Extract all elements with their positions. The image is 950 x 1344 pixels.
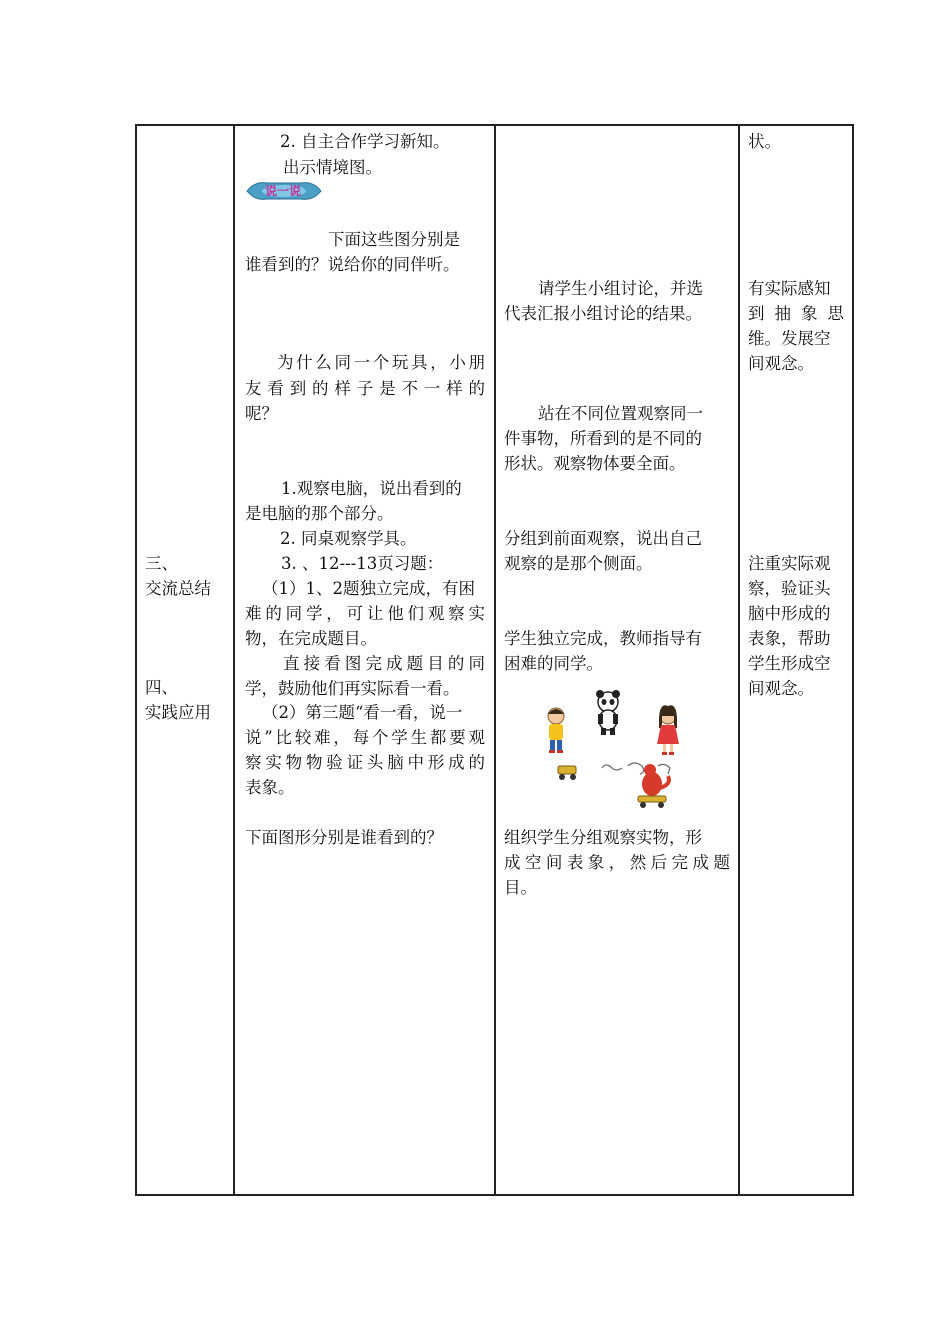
activity-line: 代表汇报小组讨论的结果。 [504, 304, 702, 323]
activity-line: 困难的同学。 [504, 654, 603, 673]
intent-line: 注重实际观 [748, 554, 831, 573]
intent-line: 学生形成空 [748, 654, 831, 673]
content-line: 2. 自主合作学习新知。 [280, 132, 450, 151]
content-line: 呢？ [245, 404, 278, 423]
content-line: 直接看图完成题目的同 [283, 654, 485, 673]
view-outlines [602, 763, 670, 774]
content-line: （2）第三题“看一看，说一 [262, 703, 463, 722]
intent-line: 到抽象思 [748, 304, 844, 323]
content-line: 物，在完成题目。 [245, 629, 377, 648]
activity-line: 学生独立完成，教师指导有 [504, 629, 702, 648]
intent-line: 察，验证头 [748, 579, 831, 598]
intent-line: 间观念。 [748, 679, 814, 698]
content-line: 出示情境图。 [283, 158, 382, 177]
column-divider [738, 124, 740, 1196]
panda-figure [596, 690, 620, 735]
content-line: 难的同学，可让他们观察实 [245, 604, 485, 623]
intent-line: 表象，帮助 [748, 629, 831, 648]
girl-figure [657, 705, 679, 755]
activity-line: 请学生小组讨论，并选 [538, 279, 703, 298]
content-line: 是电脑的那个部分。 [245, 504, 394, 523]
say-it-badge [245, 180, 323, 202]
content-line: 下面图形分别是谁看到的？ [245, 828, 443, 847]
section4-title: 实践应用 [145, 703, 211, 722]
badge-label: 说一说 [265, 184, 302, 198]
content-line: 3. 、12---13页习题： [281, 554, 444, 573]
column-divider [494, 124, 496, 1196]
content-line: 2. 同桌观察学具。 [280, 529, 417, 548]
activity-line: 目。 [504, 878, 537, 897]
content-line: 察实物物验证头脑中形成的 [245, 753, 485, 772]
intent-line: 有实际感知 [748, 279, 831, 298]
content-line: （1）1、2题独立完成，有困 [262, 579, 475, 598]
activity-line: 分组到前面观察，说出自己 [504, 529, 702, 548]
content-line: 表象。 [245, 778, 295, 797]
intent-line: 维。发展空 [748, 329, 831, 348]
red-toy-figure [638, 764, 669, 808]
activity-line: 成空间表象，然后完成题 [504, 853, 730, 872]
content-line: 下面这些图分别是 [328, 230, 460, 249]
boy-figure [548, 708, 564, 753]
activity-line: 形状。观察物体要全面。 [504, 454, 686, 473]
content-line: 1.观察电脑，说出看到的 [281, 479, 462, 498]
content-line: 谁看到的？说给你的同伴听。 [245, 255, 460, 274]
activity-line: 组织学生分组观察实物，形 [504, 828, 702, 847]
content-line: 为什么同一个玩具，小朋 [277, 353, 485, 372]
content-line: 学，鼓励他们再实际看一看。 [245, 679, 460, 698]
activity-line: 观察的是那个侧面。 [504, 554, 653, 573]
intent-line: 间观念。 [748, 354, 814, 373]
content-line: 说”比较难，每个学生都要观 [245, 728, 485, 747]
section4-number: 四、 [145, 678, 178, 697]
activity-line: 件事物，所看到的是不同的 [504, 429, 702, 448]
toy-car-figure [558, 766, 576, 780]
activity-line: 站在不同位置观察同一 [538, 404, 703, 423]
content-line: 友看到的样子是不一样的 [245, 379, 485, 398]
intent-line: 脑中形成的 [748, 604, 831, 623]
observation-illustration [540, 688, 704, 814]
section3-number: 三、 [145, 554, 178, 573]
intent-line: 状。 [748, 132, 781, 151]
column-divider [233, 124, 235, 1196]
section3-title: 交流总结 [145, 579, 211, 598]
